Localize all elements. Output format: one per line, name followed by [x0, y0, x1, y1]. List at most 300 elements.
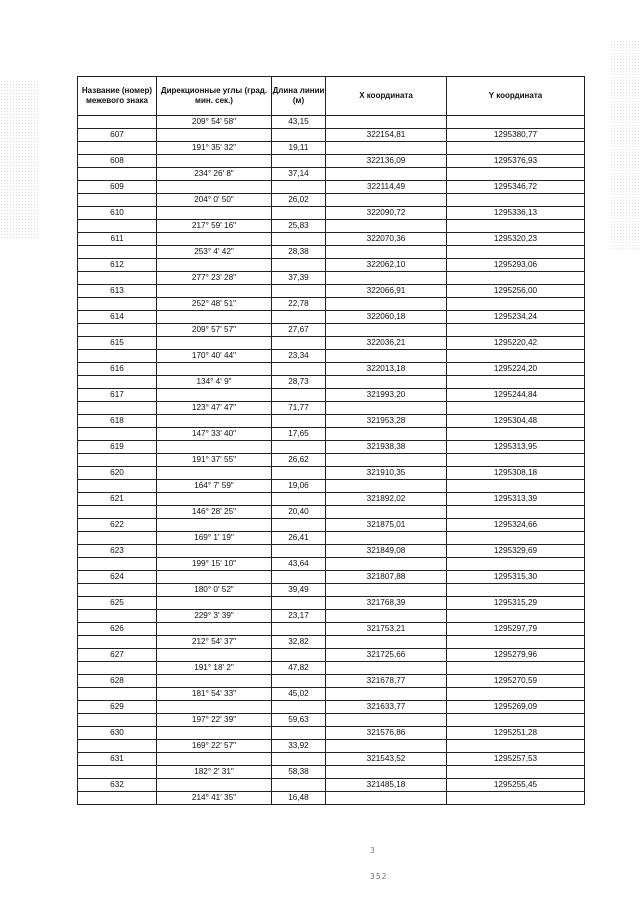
- cell-angle: 147° 33' 40": [157, 428, 272, 441]
- cell-angle: [157, 259, 272, 272]
- table-row: [78, 272, 585, 285]
- table-row: [78, 636, 585, 649]
- cell-angle: [157, 337, 272, 350]
- cell-length: 22,78: [272, 298, 326, 311]
- cell-length: 17,65: [272, 428, 326, 441]
- cell-y: 1295315,29: [447, 597, 585, 610]
- header-name: Название (номер) межевого знака: [78, 77, 157, 116]
- cell-y: 1295297,79: [447, 623, 585, 636]
- cell-x: 322062,10: [326, 259, 447, 272]
- scan-noise-left: [0, 80, 40, 240]
- cell-name: 625: [78, 597, 157, 610]
- table-row: [78, 350, 585, 363]
- cell-length: [272, 727, 326, 740]
- cell-x: [326, 428, 447, 441]
- scan-noise-right: [610, 40, 640, 250]
- cell-name: [78, 558, 157, 571]
- cell-length: [272, 415, 326, 428]
- table-row: [78, 259, 585, 272]
- cell-angle: 277° 23' 28": [157, 272, 272, 285]
- table-row: [78, 714, 585, 727]
- cell-x: [326, 766, 447, 779]
- cell-angle: [157, 389, 272, 402]
- cell-x: [326, 636, 447, 649]
- cell-y: 1295308,18: [447, 467, 585, 480]
- cell-length: 19,06: [272, 480, 326, 493]
- cell-y: 1295313,39: [447, 493, 585, 506]
- cell-name: 631: [78, 753, 157, 766]
- cell-angle: [157, 519, 272, 532]
- cell-length: 58,38: [272, 766, 326, 779]
- cell-x: [326, 584, 447, 597]
- cell-name: [78, 116, 157, 129]
- cell-name: [78, 350, 157, 363]
- table-row: [78, 584, 585, 597]
- cell-name: 609: [78, 181, 157, 194]
- cell-x: 321753,21: [326, 623, 447, 636]
- cell-y: 1295320,23: [447, 233, 585, 246]
- cell-length: [272, 649, 326, 662]
- cell-angle: 182° 2' 31": [157, 766, 272, 779]
- cell-y: [447, 272, 585, 285]
- cell-angle: [157, 649, 272, 662]
- cell-name: 611: [78, 233, 157, 246]
- cell-y: 1295270,59: [447, 675, 585, 688]
- footer-mark-b: 352: [370, 872, 388, 881]
- cell-angle: 209° 57' 57": [157, 324, 272, 337]
- table-row: [78, 766, 585, 779]
- cell-length: [272, 337, 326, 350]
- cell-y: [447, 766, 585, 779]
- cell-angle: 191° 37' 55": [157, 454, 272, 467]
- cell-name: [78, 584, 157, 597]
- cell-x: 322066,91: [326, 285, 447, 298]
- cell-name: [78, 688, 157, 701]
- cell-angle: [157, 779, 272, 792]
- cell-name: [78, 662, 157, 675]
- table-row: [78, 298, 585, 311]
- cell-name: 623: [78, 545, 157, 558]
- cell-x: [326, 220, 447, 233]
- cell-angle: [157, 623, 272, 636]
- cell-y: 1295251,28: [447, 727, 585, 740]
- cell-name: [78, 714, 157, 727]
- cell-y: [447, 714, 585, 727]
- cell-length: 26,41: [272, 532, 326, 545]
- cell-y: 1295224,20: [447, 363, 585, 376]
- table-row: [78, 454, 585, 467]
- table-row: [78, 662, 585, 675]
- cell-angle: [157, 155, 272, 168]
- cell-name: [78, 246, 157, 259]
- cell-angle: 214° 41' 35": [157, 792, 272, 805]
- cell-length: 26,02: [272, 194, 326, 207]
- table-row: [78, 376, 585, 389]
- table-row: [78, 155, 585, 168]
- cell-length: 20,40: [272, 506, 326, 519]
- table-row: [78, 168, 585, 181]
- cell-x: 322013,18: [326, 363, 447, 376]
- table-row: [78, 389, 585, 402]
- cell-length: 37,39: [272, 272, 326, 285]
- cell-name: [78, 298, 157, 311]
- cell-name: 607: [78, 129, 157, 142]
- cell-name: [78, 610, 157, 623]
- cell-angle: 191° 18' 2": [157, 662, 272, 675]
- cell-angle: 209° 54' 58": [157, 116, 272, 129]
- table-row: [78, 779, 585, 792]
- cell-x: 321938,38: [326, 441, 447, 454]
- cell-angle: 181° 54' 33": [157, 688, 272, 701]
- cell-x: 321910,35: [326, 467, 447, 480]
- header-y: Y координата: [447, 77, 585, 116]
- cell-name: 624: [78, 571, 157, 584]
- table-body: [78, 116, 585, 805]
- cell-x: [326, 272, 447, 285]
- cell-length: 33,92: [272, 740, 326, 753]
- cell-angle: [157, 129, 272, 142]
- cell-y: [447, 558, 585, 571]
- table-row: [78, 337, 585, 350]
- cell-name: 632: [78, 779, 157, 792]
- cell-angle: [157, 493, 272, 506]
- table-row: [78, 311, 585, 324]
- cell-name: [78, 272, 157, 285]
- cell-length: 43,64: [272, 558, 326, 571]
- cell-name: [78, 428, 157, 441]
- cell-x: [326, 402, 447, 415]
- cell-angle: 169° 22' 57": [157, 740, 272, 753]
- table-row: [78, 727, 585, 740]
- cell-name: 629: [78, 701, 157, 714]
- header-length: Длина линии (м): [272, 77, 326, 116]
- table-row: [78, 623, 585, 636]
- cell-angle: 204° 0' 50": [157, 194, 272, 207]
- cell-x: 321875,01: [326, 519, 447, 532]
- cell-y: [447, 116, 585, 129]
- cell-x: [326, 532, 447, 545]
- cell-length: [272, 311, 326, 324]
- cell-y: 1295234,24: [447, 311, 585, 324]
- cell-angle: 169° 1' 19": [157, 532, 272, 545]
- cell-angle: 123° 47' 47": [157, 402, 272, 415]
- cell-y: 1295293,06: [447, 259, 585, 272]
- cell-angle: [157, 701, 272, 714]
- cell-x: [326, 324, 447, 337]
- cell-angle: [157, 311, 272, 324]
- table-row: [78, 597, 585, 610]
- cell-x: 321678,77: [326, 675, 447, 688]
- cell-name: [78, 740, 157, 753]
- cell-name: 613: [78, 285, 157, 298]
- cell-angle: 170° 40' 44": [157, 350, 272, 363]
- table-row: [78, 532, 585, 545]
- cell-x: 322090,72: [326, 207, 447, 220]
- cell-x: [326, 480, 447, 493]
- cell-x: [326, 662, 447, 675]
- cell-length: [272, 129, 326, 142]
- cell-name: [78, 636, 157, 649]
- cell-y: 1295380,77: [447, 129, 585, 142]
- cell-y: [447, 740, 585, 753]
- cell-angle: [157, 181, 272, 194]
- table-row: [78, 116, 585, 129]
- cell-name: [78, 506, 157, 519]
- cell-length: 23,34: [272, 350, 326, 363]
- cell-y: [447, 454, 585, 467]
- cell-angle: 134° 4' 9": [157, 376, 272, 389]
- cell-name: [78, 532, 157, 545]
- cell-y: [447, 402, 585, 415]
- cell-length: 26,62: [272, 454, 326, 467]
- cell-angle: 253° 4' 42": [157, 246, 272, 259]
- header-angle: Дирекционные углы (град. мин. сек.): [157, 77, 272, 116]
- table-row: [78, 571, 585, 584]
- cell-y: [447, 428, 585, 441]
- cell-x: 321633,77: [326, 701, 447, 714]
- cell-length: [272, 207, 326, 220]
- cell-length: [272, 493, 326, 506]
- table-row: [78, 181, 585, 194]
- boundary-marks-table: [77, 76, 585, 805]
- table-row: [78, 545, 585, 558]
- cell-angle: 164° 7' 59": [157, 480, 272, 493]
- cell-angle: 197° 22' 39": [157, 714, 272, 727]
- cell-length: [272, 571, 326, 584]
- cell-angle: [157, 727, 272, 740]
- cell-y: 1295220,42: [447, 337, 585, 350]
- cell-x: 322070,36: [326, 233, 447, 246]
- cell-name: 608: [78, 155, 157, 168]
- cell-x: [326, 454, 447, 467]
- cell-y: [447, 532, 585, 545]
- cell-y: [447, 324, 585, 337]
- table-row: [78, 415, 585, 428]
- cell-length: 32,82: [272, 636, 326, 649]
- cell-length: 37,14: [272, 168, 326, 181]
- cell-x: 321953,28: [326, 415, 447, 428]
- cell-x: 321543,52: [326, 753, 447, 766]
- cell-name: [78, 766, 157, 779]
- cell-x: [326, 168, 447, 181]
- table-row: [78, 740, 585, 753]
- cell-x: [326, 688, 447, 701]
- table-row: [78, 480, 585, 493]
- cell-name: [78, 324, 157, 337]
- cell-x: [326, 298, 447, 311]
- cell-angle: [157, 675, 272, 688]
- cell-name: [78, 480, 157, 493]
- cell-x: 322036,21: [326, 337, 447, 350]
- cell-y: [447, 376, 585, 389]
- cell-angle: 180° 0' 52": [157, 584, 272, 597]
- table-row: [78, 246, 585, 259]
- cell-length: 47,82: [272, 662, 326, 675]
- cell-angle: 146° 28' 25": [157, 506, 272, 519]
- cell-length: [272, 389, 326, 402]
- cell-length: 23,17: [272, 610, 326, 623]
- cell-length: 45,02: [272, 688, 326, 701]
- cell-x: [326, 142, 447, 155]
- cell-angle: [157, 571, 272, 584]
- cell-y: 1295336,13: [447, 207, 585, 220]
- cell-angle: 217° 59' 16": [157, 220, 272, 233]
- cell-name: [78, 402, 157, 415]
- cell-angle: [157, 207, 272, 220]
- cell-length: [272, 155, 326, 168]
- cell-y: 1295279,96: [447, 649, 585, 662]
- cell-name: 616: [78, 363, 157, 376]
- cell-y: [447, 246, 585, 259]
- table-row: [78, 324, 585, 337]
- cell-length: 25,83: [272, 220, 326, 233]
- cell-name: [78, 220, 157, 233]
- cell-angle: [157, 441, 272, 454]
- cell-name: [78, 792, 157, 805]
- cell-name: 627: [78, 649, 157, 662]
- cell-x: 321993,20: [326, 389, 447, 402]
- cell-y: [447, 636, 585, 649]
- table-row: [78, 129, 585, 142]
- table-row: [78, 493, 585, 506]
- cell-y: 1295376,93: [447, 155, 585, 168]
- cell-length: 27,67: [272, 324, 326, 337]
- cell-name: 614: [78, 311, 157, 324]
- header-x: X координата: [326, 77, 447, 116]
- cell-name: [78, 142, 157, 155]
- cell-angle: [157, 415, 272, 428]
- cell-angle: [157, 285, 272, 298]
- cell-x: [326, 740, 447, 753]
- footer-mark-a: 3: [370, 846, 376, 855]
- table-row: [78, 649, 585, 662]
- cell-y: [447, 584, 585, 597]
- cell-name: [78, 168, 157, 181]
- cell-length: [272, 467, 326, 480]
- cell-length: 71,77: [272, 402, 326, 415]
- cell-y: [447, 350, 585, 363]
- cell-x: [326, 610, 447, 623]
- cell-y: 1295329,69: [447, 545, 585, 558]
- cell-angle: [157, 753, 272, 766]
- cell-x: 321485,18: [326, 779, 447, 792]
- cell-name: 617: [78, 389, 157, 402]
- cell-angle: 212° 54' 37": [157, 636, 272, 649]
- cell-y: 1295315,30: [447, 571, 585, 584]
- table-row: [78, 402, 585, 415]
- cell-name: 615: [78, 337, 157, 350]
- cell-name: 610: [78, 207, 157, 220]
- cell-x: 321768,39: [326, 597, 447, 610]
- cell-length: [272, 779, 326, 792]
- table-row: [78, 701, 585, 714]
- cell-angle: [157, 545, 272, 558]
- table-row: [78, 285, 585, 298]
- cell-y: 1295304,48: [447, 415, 585, 428]
- cell-y: 1295256,00: [447, 285, 585, 298]
- cell-length: 39,49: [272, 584, 326, 597]
- table-row: [78, 194, 585, 207]
- cell-y: [447, 610, 585, 623]
- cell-y: [447, 194, 585, 207]
- cell-name: 619: [78, 441, 157, 454]
- cell-y: 1295324,66: [447, 519, 585, 532]
- cell-length: 43,15: [272, 116, 326, 129]
- cell-x: 322154,81: [326, 129, 447, 142]
- cell-x: 321725,66: [326, 649, 447, 662]
- cell-length: [272, 597, 326, 610]
- cell-angle: [157, 597, 272, 610]
- cell-y: [447, 298, 585, 311]
- cell-name: [78, 194, 157, 207]
- cell-y: [447, 662, 585, 675]
- table-row: [78, 688, 585, 701]
- cell-x: [326, 350, 447, 363]
- table-row: [78, 792, 585, 805]
- cell-length: [272, 285, 326, 298]
- cell-y: 1295244,84: [447, 389, 585, 402]
- table-row: [78, 519, 585, 532]
- cell-y: [447, 792, 585, 805]
- table-row: [78, 558, 585, 571]
- cell-name: 628: [78, 675, 157, 688]
- cell-x: [326, 116, 447, 129]
- cell-x: [326, 792, 447, 805]
- cell-x: 322060,18: [326, 311, 447, 324]
- cell-x: 322114,49: [326, 181, 447, 194]
- cell-x: 321576,86: [326, 727, 447, 740]
- cell-x: 321849,08: [326, 545, 447, 558]
- cell-length: 16,48: [272, 792, 326, 805]
- table-row: [78, 506, 585, 519]
- table-row: [78, 207, 585, 220]
- cell-y: 1295313,95: [447, 441, 585, 454]
- cell-angle: 234° 26' 8": [157, 168, 272, 181]
- table-header-row: [78, 77, 585, 116]
- cell-x: 321807,88: [326, 571, 447, 584]
- cell-length: [272, 623, 326, 636]
- cell-x: [326, 246, 447, 259]
- table-row: [78, 467, 585, 480]
- cell-y: [447, 506, 585, 519]
- cell-length: [272, 233, 326, 246]
- cell-name: 630: [78, 727, 157, 740]
- cell-length: [272, 675, 326, 688]
- cell-angle: 199° 15' 10": [157, 558, 272, 571]
- cell-angle: 229° 3' 39": [157, 610, 272, 623]
- table-row: [78, 220, 585, 233]
- cell-length: [272, 181, 326, 194]
- cell-length: 28,38: [272, 246, 326, 259]
- cell-name: 618: [78, 415, 157, 428]
- cell-name: 622: [78, 519, 157, 532]
- cell-y: [447, 168, 585, 181]
- cell-length: [272, 259, 326, 272]
- cell-y: [447, 142, 585, 155]
- cell-length: [272, 545, 326, 558]
- cell-angle: [157, 233, 272, 246]
- cell-y: 1295346,72: [447, 181, 585, 194]
- cell-name: 612: [78, 259, 157, 272]
- cell-name: 626: [78, 623, 157, 636]
- cell-length: [272, 753, 326, 766]
- cell-length: [272, 519, 326, 532]
- cell-name: 621: [78, 493, 157, 506]
- cell-length: [272, 701, 326, 714]
- cell-name: [78, 454, 157, 467]
- cell-length: 28,73: [272, 376, 326, 389]
- cell-angle: [157, 467, 272, 480]
